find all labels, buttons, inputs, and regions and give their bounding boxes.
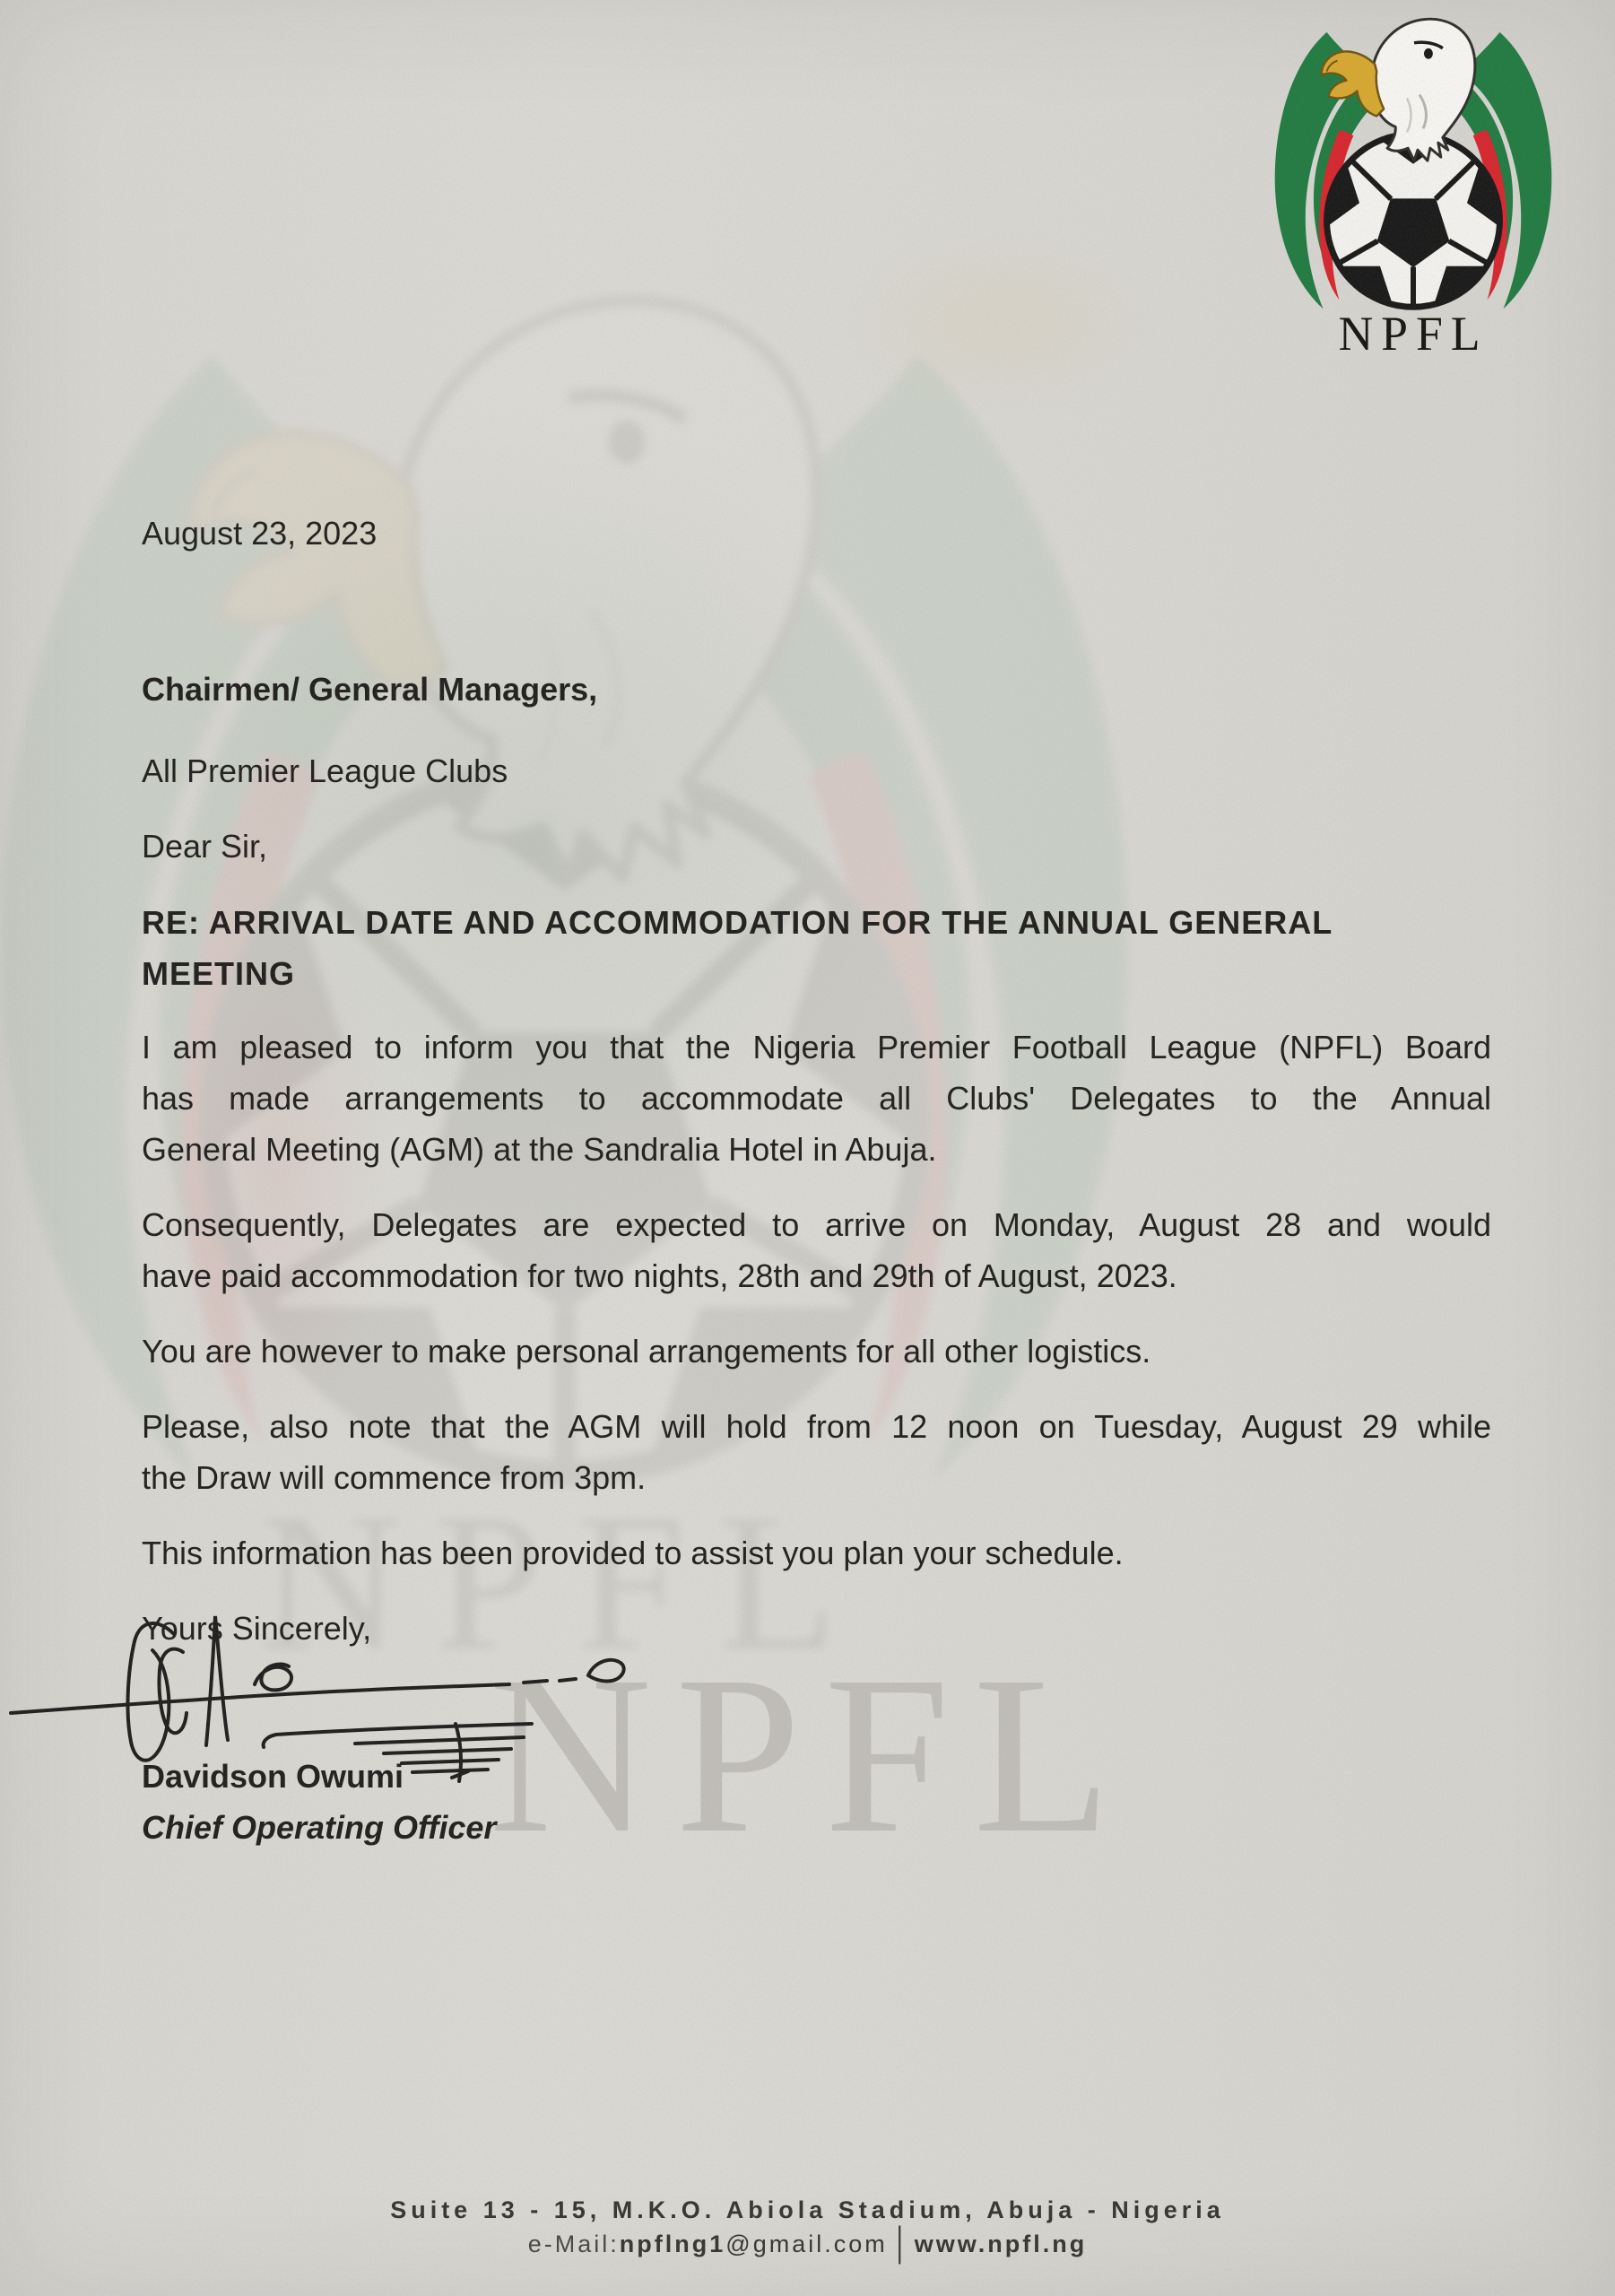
signatory-title: Chief Operating Officer	[142, 1809, 497, 1846]
paragraph-line: has made arrangements to accommodate all Clubs' Delegates to the Annual	[142, 1080, 1491, 1117]
signatory-name: Davidson Owumi	[142, 1758, 404, 1795]
paragraph-line: have paid accommodation for two nights, 28th and 29th of August, 2023.	[142, 1257, 1177, 1294]
recipient-line: Chairmen/ General Managers,	[142, 671, 598, 708]
paragraphs-container	[142, 1022, 1491, 1578]
separator-bar: |	[896, 2219, 906, 2266]
paragraph-line: I am pleased to inform you that the Nigeria Premier Football League (NPFL) Board	[142, 1029, 1491, 1065]
paragraph-line: the Draw will commence from 3pm.	[142, 1459, 647, 1496]
footer-address: Suite 13 - 15, M.K.O. Abiola Stadium, Abuja - Nigeria	[390, 2196, 1225, 2223]
body-paragraph	[142, 1199, 1491, 1301]
handwritten-signature	[7, 1598, 671, 1788]
email-domain: @gmail.com	[725, 2231, 888, 2257]
paragraph-line: You are however to make personal arrangements for all other logistics.	[142, 1333, 1151, 1370]
npfl-text-watermark: NPFL	[489, 1629, 1135, 1880]
body-paragraph	[142, 1527, 1491, 1578]
email-label: e-Mail:	[527, 2231, 620, 2257]
paragraph-line: Please, also note that the AGM will hold from 12 noon on Tuesday, August 29 while	[142, 1408, 1491, 1445]
paragraph-line: Consequently, Delegates are expected to arrive on Monday, August 28 and would	[142, 1206, 1491, 1243]
letter-date: August 23, 2023	[142, 515, 378, 552]
email-user: npflng1	[619, 2231, 726, 2257]
closing: Yours Sincerely,	[142, 1610, 372, 1647]
paragraph-line: This information has been provided to assist you plan your schedule.	[142, 1535, 1124, 1571]
paragraph-line: General Meeting (AGM) at the Sandralia Hotel in Abuja.	[142, 1131, 937, 1168]
body-paragraph	[142, 1022, 1491, 1175]
body-paragraph	[142, 1326, 1491, 1377]
letter-footer	[0, 2196, 1615, 2266]
footer-contacts	[0, 2219, 1615, 2266]
website-url: www.npfl.ng	[914, 2231, 1088, 2257]
salutation: Dear Sir,	[142, 828, 268, 865]
subject-line: RE: ARRIVAL DATE AND ACCOMMODATION FOR THE ANNUAL GENERAL MEETING	[142, 904, 1333, 992]
recipient-line: All Premier League Clubs	[142, 752, 508, 789]
npfl-crest-logo	[1248, 9, 1578, 357]
body-paragraph	[142, 1401, 1491, 1503]
